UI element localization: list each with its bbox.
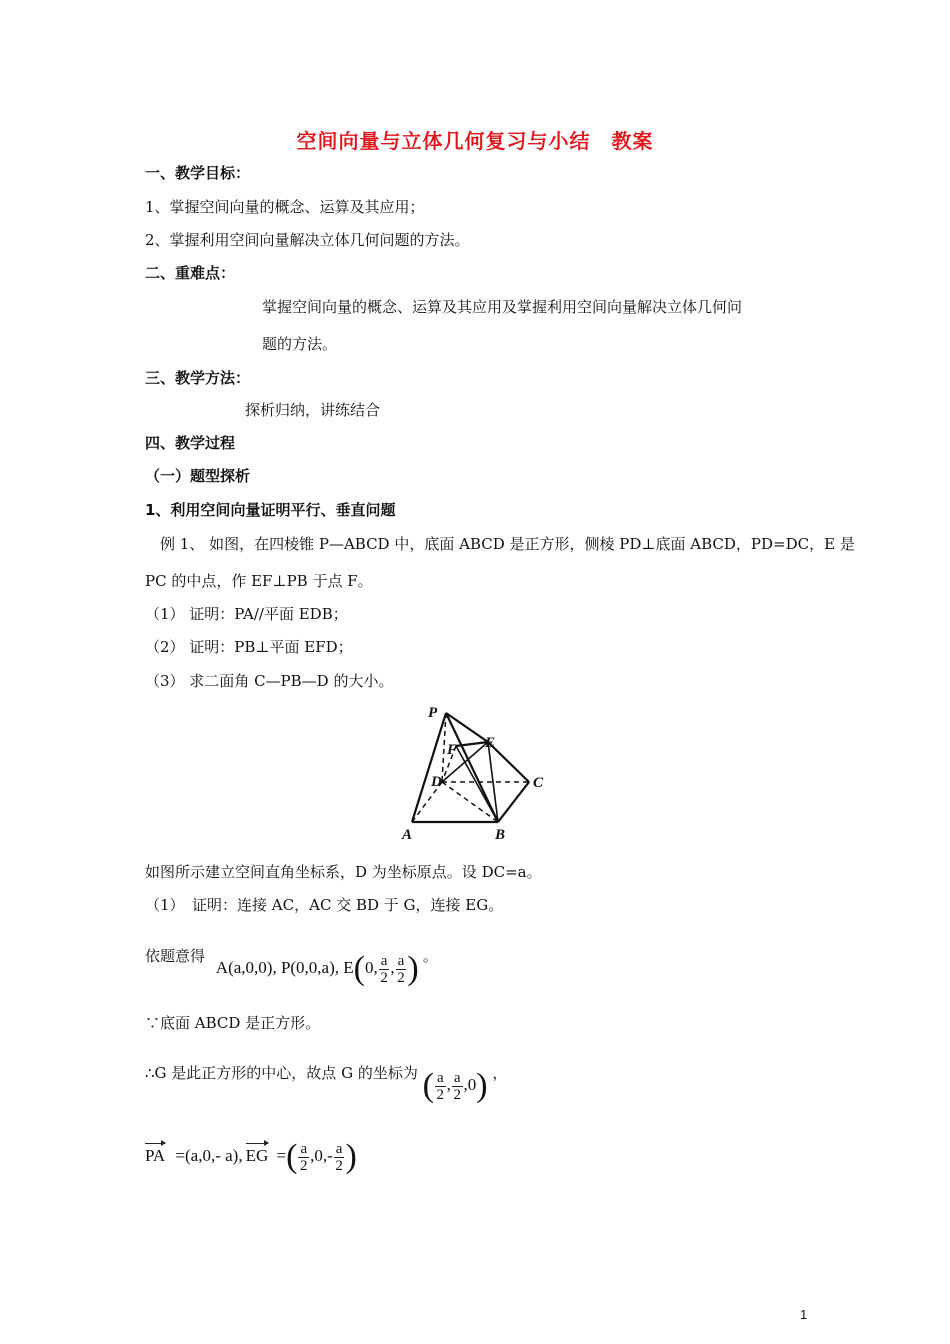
example-line-1: 例 1、 如图，在四棱锥 P—ABCD 中，底面 ABCD 是正方形，侧棱 PD⊥底面 ABCD，PD=DC，E 是 [160, 535, 855, 553]
label-E: E [485, 735, 496, 751]
objective-2: 2、掌握利用空间向量解决立体几何问题的方法。 [145, 231, 470, 249]
e-zero: 0, [364, 957, 378, 977]
solution-setup: 如图所示建立空间直角坐标系，D 为坐标原点。设 DC=a。 [145, 863, 542, 881]
objective-1: 1、掌握空间向量的概念、运算及其应用； [145, 198, 425, 216]
topic-heading: 1、利用空间向量证明平行、垂直问题 [145, 501, 396, 519]
label-D: D [431, 774, 442, 790]
solution-step-1: （1） 证明：连接 AC，AC 交 BD 于 G，连接 EG。 [145, 896, 504, 914]
vector-pa: PA [145, 1145, 166, 1165]
g-coords: ( $\frac{a}{2}$ , $\frac{a}{2}$ ,0) [422, 1067, 488, 1104]
keypoints-line-2: 题的方法。 [262, 335, 338, 353]
g-center-text: ∴G 是此正方形的中心，故点 G 的坐标为 [145, 1063, 418, 1082]
base-square-line: ∵底面 ABCD 是正方形。 [145, 1014, 321, 1032]
page-number: 1 [800, 1307, 808, 1322]
method-text: 探析归纳，讲练结合 [245, 401, 381, 419]
keypoints-line-1: 掌握空间向量的概念、运算及其应用及掌握利用空间向量解决立体几何问 [262, 298, 743, 316]
given-line [145, 940, 438, 987]
vectors-line: PA =(a,0,- a), EG =( $\frac{a}{2}$ ,0,- $\frac{a}{2}$ ) [145, 1138, 357, 1175]
page-title: 空间向量与立体几何复习与小结 教案 [296, 129, 654, 153]
label-F: F [447, 742, 458, 758]
example-line-2: PC 的中点，作 EF⊥PB 于点 F。 [145, 572, 373, 590]
section-keypoints-heading: 二、重难点： [145, 264, 236, 282]
question-1: （1） 证明：PA//平面 EDB； [145, 605, 348, 623]
coords-formula: A(a,0,0), P(0,0,a), E(0, $\frac{a}{2}$ , $\frac{a}{2}$ ) [215, 950, 419, 987]
section-method-heading: 三、教学方法： [145, 369, 251, 387]
label-C: C [533, 775, 544, 791]
g-end: ， [492, 1063, 508, 1082]
question-2: （2） 证明：PB⊥平面 EFD； [145, 638, 353, 656]
frac-num: a [397, 952, 405, 969]
coords-text: A(a,0,0), P(0,0,a), E [215, 957, 354, 977]
label-A: A [402, 827, 413, 843]
given-prefix: 依题意得 [145, 946, 206, 965]
frac-num: a [380, 952, 388, 969]
g-center-line [145, 1057, 508, 1104]
pyramid-figure [395, 700, 555, 845]
question-3: （3） 求二面角 C—PB—D 的大小。 [145, 672, 394, 690]
vector-eg: EG [245, 1145, 269, 1165]
given-period: 。 [422, 946, 438, 965]
section-objectives-heading: 一、教学目标： [145, 164, 251, 182]
pa-equation: =(a,0,- a), [175, 1145, 243, 1165]
label-P: P [428, 705, 438, 721]
label-B: B [495, 827, 506, 843]
frac-den: 2 [397, 969, 405, 986]
frac-den: 2 [380, 969, 388, 986]
section-process-heading: 四、教学过程 [145, 434, 236, 452]
subsection-heading: （一）题型探析 [145, 467, 251, 485]
